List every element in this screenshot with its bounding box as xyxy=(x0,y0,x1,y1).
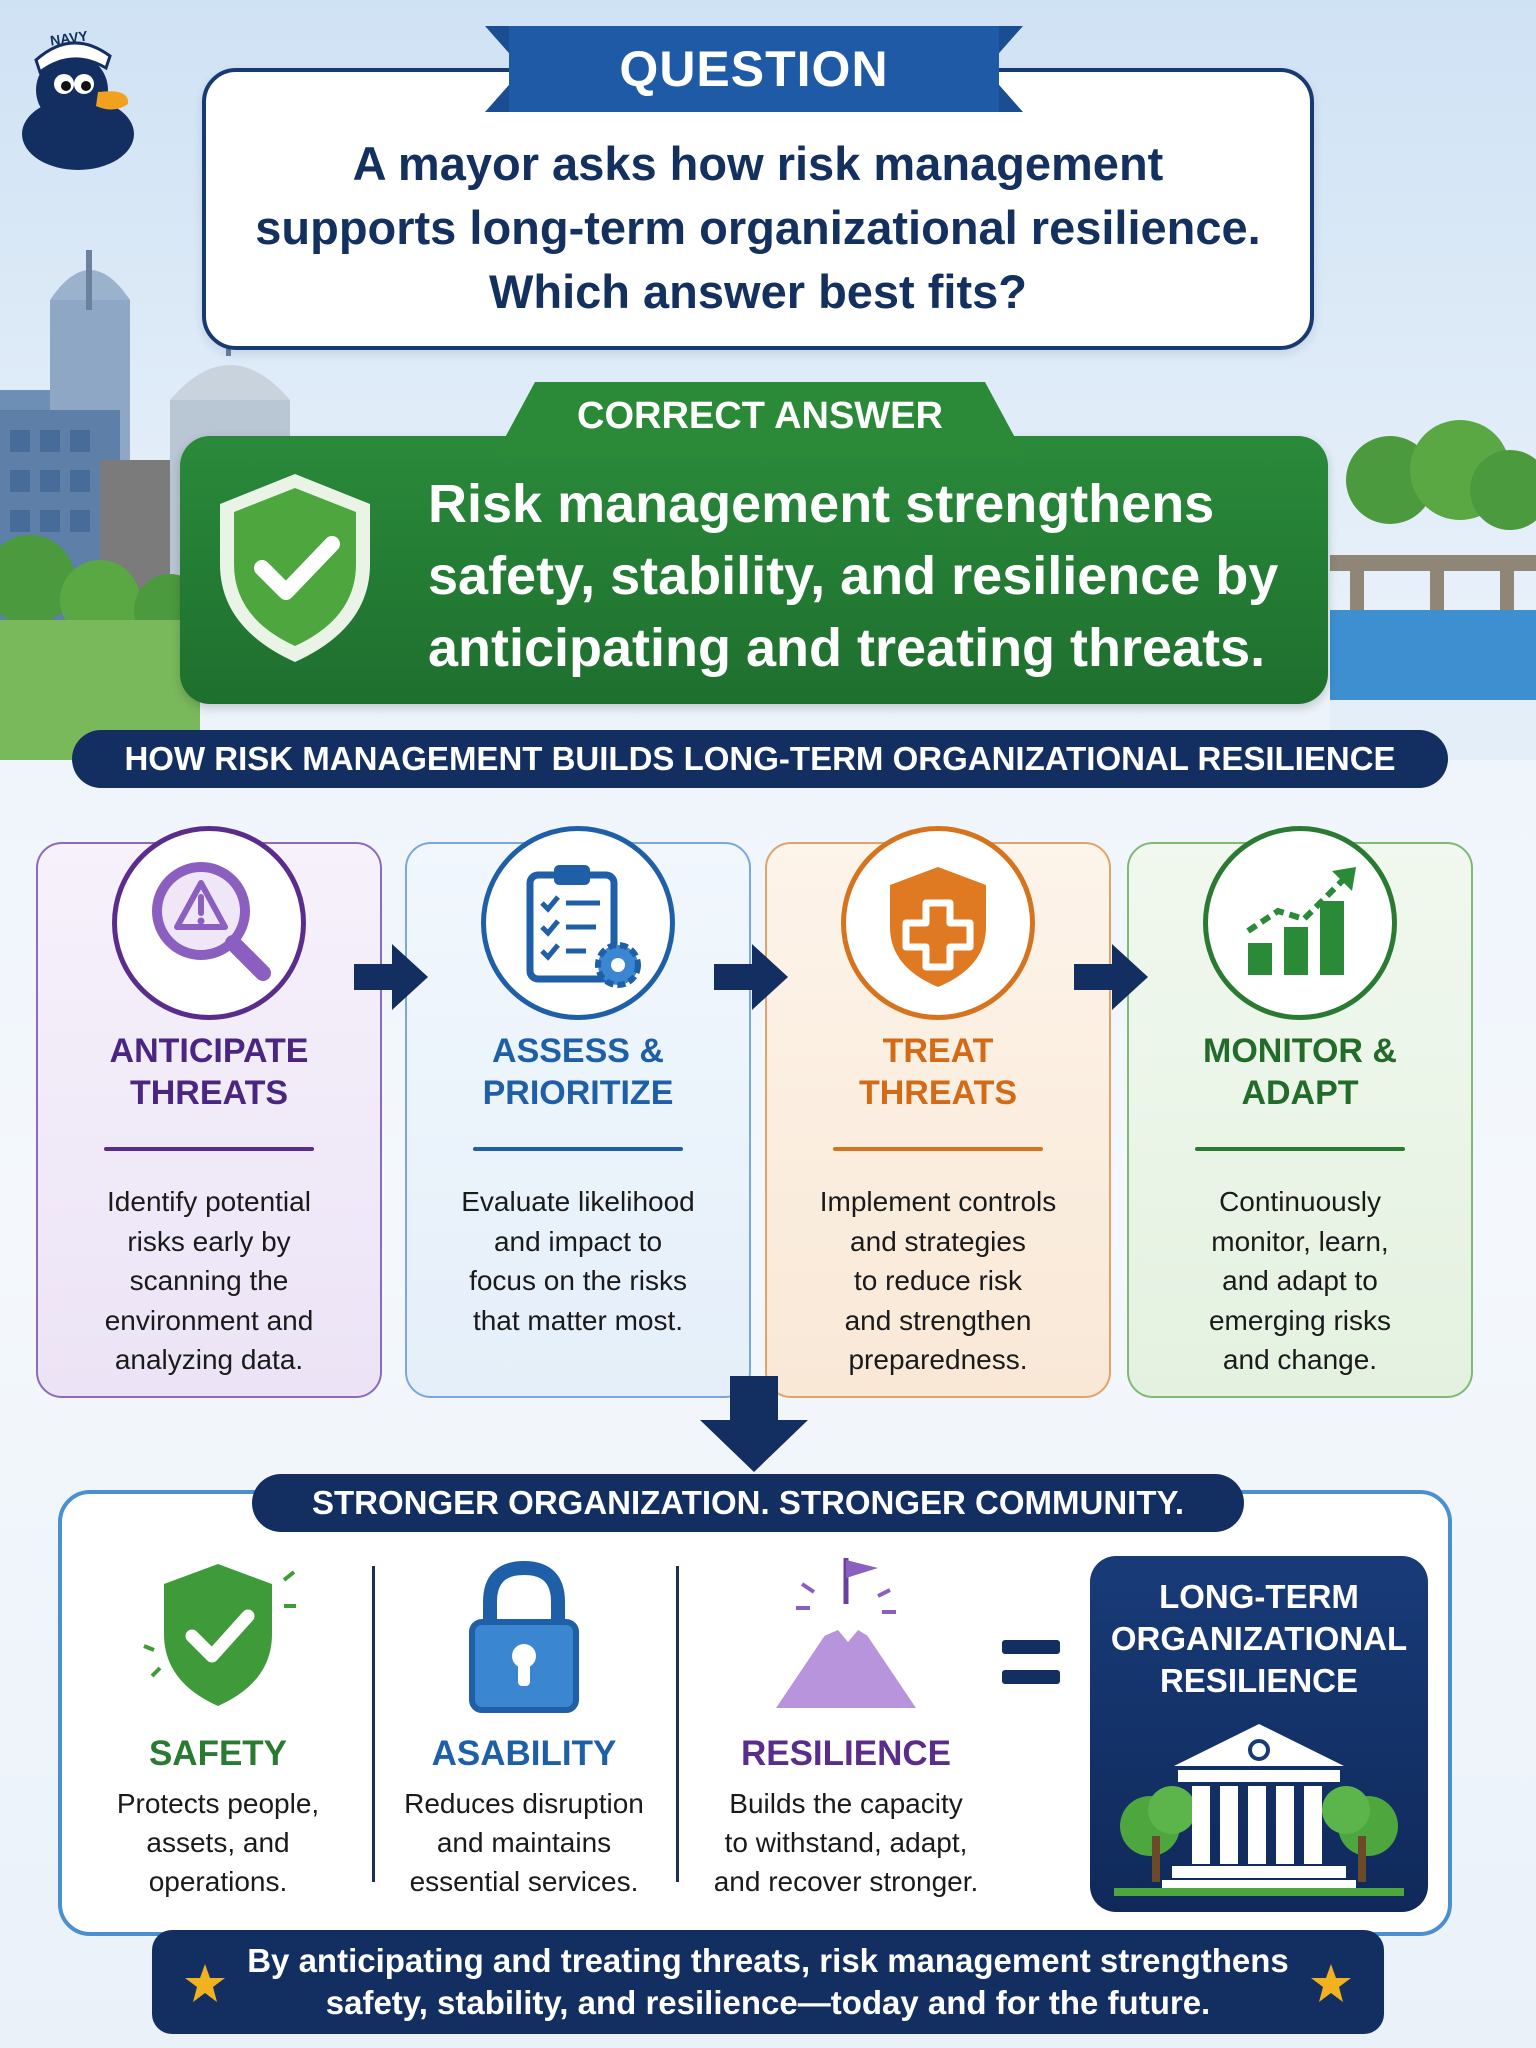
star-icon xyxy=(184,1962,226,2004)
outcomes-banner: STRONGER ORGANIZATION. STRONGER COMMUNITY. xyxy=(252,1474,1244,1532)
step-divider xyxy=(473,1147,683,1151)
step-title-line: ADAPT xyxy=(1241,1074,1359,1112)
step-description xyxy=(1147,1182,1453,1380)
government-building-icon xyxy=(1114,1716,1404,1896)
shield-check-icon xyxy=(210,468,380,668)
step-desc-line: preparedness. xyxy=(848,1344,1028,1375)
step-desc-line: and strengthen xyxy=(844,1304,1032,1336)
step-title xyxy=(38,1030,380,1114)
step-desc-line: environment and xyxy=(104,1304,314,1336)
correct-answer-label: CORRECT ANSWER xyxy=(577,395,943,437)
step-title-line: TREAT xyxy=(882,1032,994,1070)
step-description xyxy=(785,1182,1091,1380)
step-desc-line: Implement controls xyxy=(819,1186,1057,1217)
step-desc-line: focus on the risks xyxy=(469,1265,687,1296)
outcome-desc-line: and maintains xyxy=(436,1827,612,1858)
question-text xyxy=(236,132,1280,324)
step-title-line: ANTICIPATE xyxy=(109,1032,309,1070)
step-description xyxy=(56,1182,362,1380)
growth-chart-icon xyxy=(1208,831,1392,1015)
outcome-description xyxy=(68,1784,368,1901)
step-treat-threats xyxy=(765,842,1111,1398)
question-line: supports long-term organizational resilience. xyxy=(255,201,1261,254)
step-assess-prioritize xyxy=(405,842,751,1398)
step-desc-line: to reduce risk xyxy=(853,1265,1023,1296)
step-title-line: THREATS xyxy=(858,1074,1018,1112)
outcome-title: RESILIENCE xyxy=(740,1734,952,1773)
summary-footer xyxy=(152,1930,1384,2034)
question-banner xyxy=(485,26,1023,112)
step-desc-line: emerging risks xyxy=(1208,1304,1392,1336)
step-anticipate-threats xyxy=(36,842,382,1398)
step-title xyxy=(767,1030,1109,1114)
step-monitor-adapt xyxy=(1127,842,1473,1398)
outcome-desc-line: essential services. xyxy=(409,1866,639,1897)
outcome-desc-line: operations. xyxy=(148,1866,288,1897)
step-desc-line: Continuously xyxy=(1219,1186,1381,1217)
clipboard-gear-icon xyxy=(486,831,670,1015)
section-title: HOW RISK MANAGEMENT BUILDS LONG-TERM ORGANIZATIONAL RESILIENCE xyxy=(72,730,1448,788)
step-desc-line: and impact to xyxy=(493,1225,663,1257)
step-desc-line: and adapt to xyxy=(1222,1265,1378,1296)
result-line: RESILIENCE xyxy=(1159,1662,1359,1699)
outcome-resilience xyxy=(696,1550,996,1910)
step-description xyxy=(425,1182,731,1340)
result-line: LONG-TERM xyxy=(1159,1578,1359,1615)
correct-answer-card xyxy=(180,436,1328,704)
step-desc-line: and strategies xyxy=(850,1225,1026,1257)
step-title-line: ASSESS & xyxy=(492,1032,664,1070)
mountain-flag-icon xyxy=(766,1550,926,1720)
step-title-line: THREATS xyxy=(129,1074,289,1112)
step-desc-line: Evaluate likelihood xyxy=(461,1186,695,1217)
outcome-desc-line: Reduces disruption xyxy=(404,1788,644,1819)
answer-line: Risk management strengthens xyxy=(428,474,1215,534)
step-divider xyxy=(833,1147,1043,1151)
correct-answer-banner xyxy=(495,382,1025,456)
step-title-line: PRIORITIZE xyxy=(482,1074,674,1112)
step-desc-line: risks early by xyxy=(127,1225,291,1257)
outcome-desc-line: to withstand, adapt, xyxy=(724,1827,968,1858)
arrow-right-icon xyxy=(1074,940,1148,1014)
outcome-desc-line: Builds the capacity xyxy=(729,1788,963,1819)
equals-icon xyxy=(1002,1640,1060,1686)
outcome-desc-line: assets, and xyxy=(146,1827,290,1858)
outcome-safety xyxy=(68,1550,368,1910)
outcome-title: SAFETY xyxy=(148,1734,288,1773)
step-desc-line: that matter most. xyxy=(472,1304,684,1336)
step-divider xyxy=(1195,1147,1405,1151)
correct-answer-text xyxy=(428,468,1298,684)
step-desc-line: monitor, learn, xyxy=(1211,1225,1389,1257)
step-desc-line: scanning the xyxy=(129,1265,289,1296)
step-desc-line: analyzing data. xyxy=(114,1344,304,1375)
arrow-right-icon xyxy=(354,940,428,1014)
shield-plus-icon xyxy=(846,831,1030,1015)
answer-line: safety, stability, and resilience by xyxy=(428,546,1279,606)
step-title-line: MONITOR & xyxy=(1203,1032,1397,1070)
outcome-desc-line: and recover stronger. xyxy=(713,1866,979,1897)
shield-check-icon xyxy=(138,1550,298,1720)
long-term-resilience-card xyxy=(1090,1556,1428,1912)
outcome-title: ASABILITY xyxy=(431,1734,617,1773)
question-banner-label: QUESTION xyxy=(619,41,889,97)
answer-line: anticipating and treating threats. xyxy=(428,618,1266,678)
arrow-down-icon xyxy=(700,1376,808,1472)
step-divider xyxy=(104,1147,314,1151)
question-line: A mayor asks how risk management xyxy=(352,137,1164,190)
arrow-right-icon xyxy=(714,940,788,1014)
step-title xyxy=(1129,1030,1471,1114)
outcome-desc-line: Protects people, xyxy=(116,1788,320,1819)
long-term-resilience-title xyxy=(1090,1576,1428,1702)
mascot-hat-text: NAVY xyxy=(49,27,89,49)
outcome-description xyxy=(696,1784,996,1901)
step-desc-line: and change. xyxy=(1222,1344,1378,1375)
magnifier-warning-icon xyxy=(117,831,301,1015)
question-line: Which answer best fits? xyxy=(489,265,1027,318)
summary-text xyxy=(232,1940,1304,2024)
outcome-stability xyxy=(374,1550,674,1910)
star-icon xyxy=(1310,1962,1352,2004)
padlock-icon xyxy=(444,1550,604,1720)
step-title xyxy=(407,1030,749,1114)
summary-line: By anticipating and treating threats, risk management strengthens xyxy=(247,1942,1289,1979)
summary-line: safety, stability, and resilience—today and for the future. xyxy=(325,1984,1211,2021)
step-desc-line: Identify potential xyxy=(107,1186,311,1217)
result-line: ORGANIZATIONAL xyxy=(1110,1620,1408,1657)
column-divider xyxy=(676,1566,679,1882)
outcome-description xyxy=(374,1784,674,1901)
